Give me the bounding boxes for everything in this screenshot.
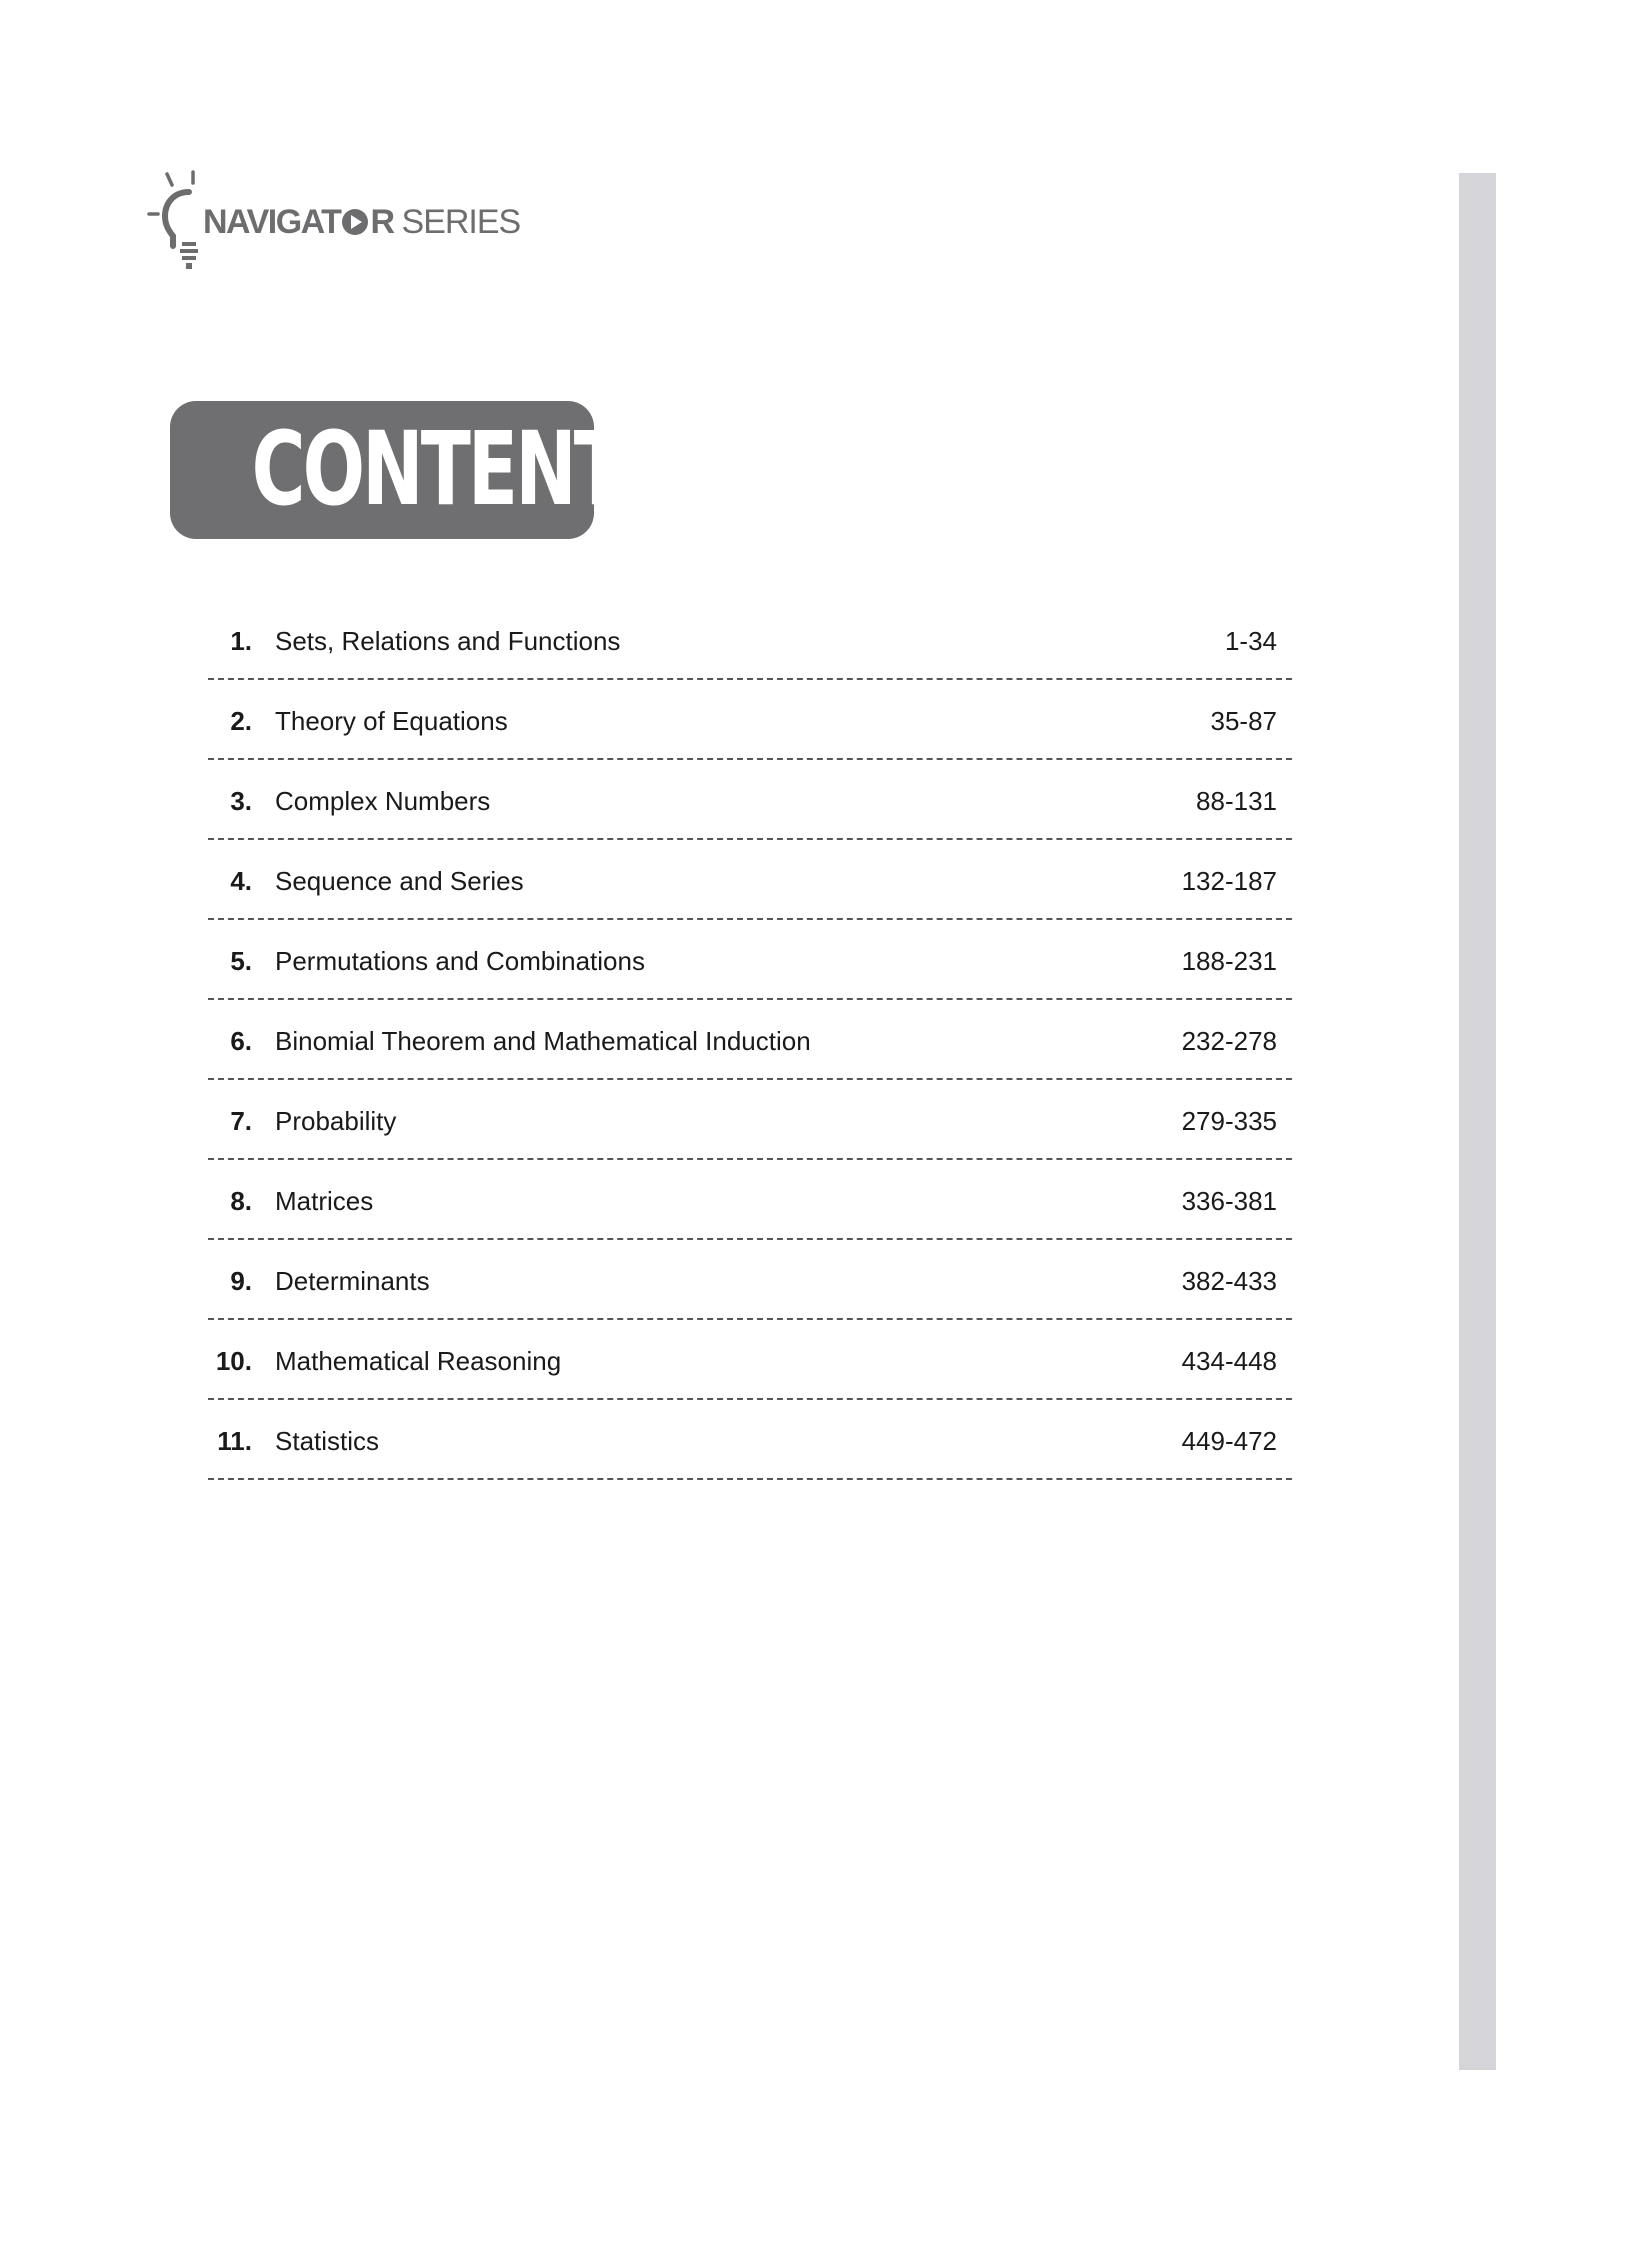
page-range: 336-381 xyxy=(1181,1186,1277,1216)
page-range: 132-187 xyxy=(1181,866,1277,896)
chapter-title: Binomial Theorem and Mathematical Induction xyxy=(275,1026,811,1056)
page-range: 1-34 xyxy=(1224,626,1277,656)
toc-row[interactable] xyxy=(208,600,1292,680)
toc-row[interactable] xyxy=(208,1400,1292,1480)
chapter-title: Probability xyxy=(275,1106,397,1136)
chapter-title: Determinants xyxy=(275,1266,430,1296)
page-range: 232-278 xyxy=(1181,1026,1277,1056)
toc-row[interactable] xyxy=(208,1080,1292,1160)
page-range: 188-231 xyxy=(1181,946,1277,976)
chapter-title: Sequence and Series xyxy=(275,866,524,896)
chapter-number: 11. xyxy=(217,1426,252,1456)
chapter-number: 8. xyxy=(230,1186,252,1216)
chapter-title: Matrices xyxy=(275,1186,374,1216)
chapter-number: 5. xyxy=(230,946,252,976)
chapter-number: 4. xyxy=(230,866,252,896)
toc-row[interactable] xyxy=(208,840,1292,920)
chapter-number: 1. xyxy=(230,626,252,656)
toc-row[interactable] xyxy=(208,1240,1292,1320)
toc-row[interactable] xyxy=(208,920,1292,1000)
toc-row[interactable] xyxy=(208,1320,1292,1400)
table-of-contents xyxy=(208,600,1292,1480)
chapter-number: 2. xyxy=(230,706,252,736)
page-range: 279-335 xyxy=(1181,1106,1277,1136)
chapter-title: Mathematical Reasoning xyxy=(275,1346,562,1376)
logo-text-bold-1: NAVIGAT xyxy=(203,203,341,241)
chapter-title: Complex Numbers xyxy=(275,786,491,816)
chapter-number: 9. xyxy=(230,1266,252,1296)
chapter-title: Theory of Equations xyxy=(275,706,508,736)
side-strip xyxy=(1459,173,1496,2070)
page-range: 88-131 xyxy=(1196,786,1277,816)
logo-text-light: SERIES xyxy=(401,203,521,241)
page-range: 434-448 xyxy=(1181,1346,1277,1376)
page-range: 449-472 xyxy=(1181,1426,1277,1456)
contents-heading xyxy=(170,401,672,539)
chapter-title: Sets, Relations and Functions xyxy=(275,626,621,656)
logo-text-bold-2: R xyxy=(370,203,394,241)
page-range: 35-87 xyxy=(1210,706,1277,736)
contents-heading-text: CONTENTS xyxy=(251,410,672,529)
chapter-number: 7. xyxy=(230,1106,252,1136)
chapter-title: Permutations and Combinations xyxy=(275,946,645,976)
chapter-number: 3. xyxy=(230,786,252,816)
chapter-number: 10. xyxy=(215,1346,252,1376)
toc-row[interactable] xyxy=(208,1000,1292,1080)
logo-wordmark xyxy=(203,202,520,242)
chapter-title: Statistics xyxy=(275,1426,380,1456)
navigator-series-logo xyxy=(145,168,521,278)
toc-row[interactable] xyxy=(208,1160,1292,1240)
play-arrow-icon xyxy=(340,207,370,237)
chapter-number: 6. xyxy=(230,1026,252,1056)
toc-row[interactable] xyxy=(208,760,1292,840)
page-range: 382-433 xyxy=(1181,1266,1277,1296)
toc-row[interactable] xyxy=(208,680,1292,760)
